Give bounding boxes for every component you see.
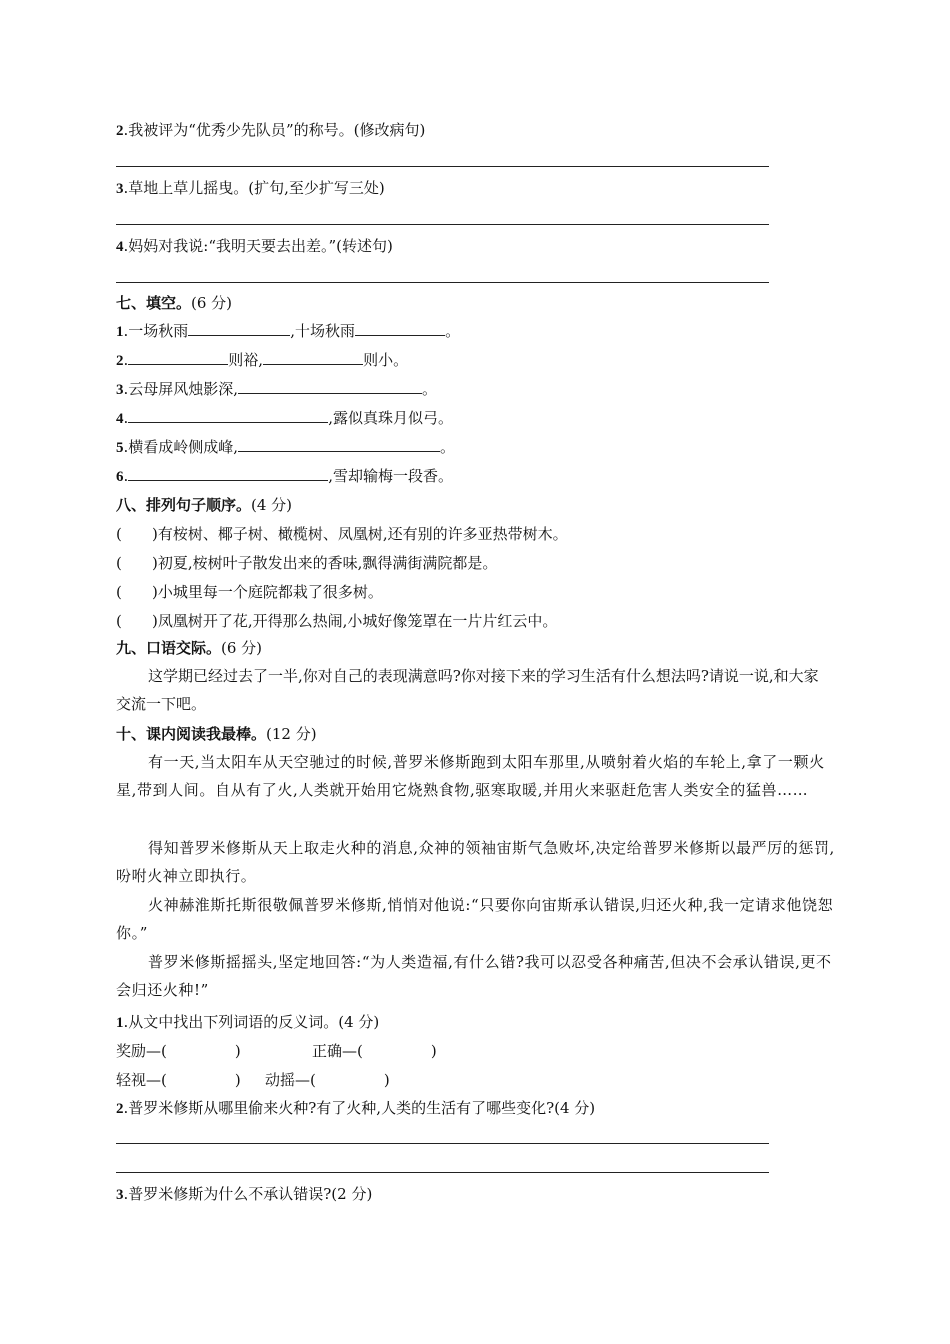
fill-blank[interactable] — [238, 437, 440, 452]
paren-close: ) — [152, 612, 158, 630]
fill-item-6 — [116, 466, 453, 487]
antonym-pair — [312, 1041, 437, 1061]
item-number: 1 — [116, 324, 124, 340]
fill-item-1 — [116, 321, 460, 342]
paren-open: ( — [116, 554, 122, 572]
antonym-word: 动摇—( — [265, 1071, 316, 1089]
paren-close: ) — [152, 583, 158, 601]
reading-paragraph: 火神赫淮斯托斯很敬佩普罗米修斯,悄悄对他说:“只要你向宙斯承认错误,归还火种,我一定请求他饶恕你。” — [116, 896, 834, 942]
order-box[interactable] — [116, 611, 152, 631]
antonym-word: 正确—( — [312, 1042, 363, 1060]
question-2-correction — [116, 120, 425, 141]
order-box[interactable] — [116, 582, 152, 602]
fill-item-5 — [116, 437, 455, 458]
order-item — [116, 553, 497, 573]
section-points: (4 分) — [251, 496, 293, 514]
section-points: (6 分) — [191, 294, 233, 312]
item-text: ,十场秋雨 — [290, 322, 356, 340]
item-number: 6 — [116, 469, 124, 485]
paren-close: ) — [430, 1042, 437, 1060]
order-box[interactable] — [116, 553, 152, 573]
fill-blank[interactable] — [188, 321, 290, 336]
answer-line[interactable] — [116, 224, 769, 225]
item-text: .横看成岭侧成峰, — [123, 438, 239, 456]
question-text: .普罗米修斯为什么不承认错误?(2 分) — [123, 1185, 373, 1203]
answer-line[interactable] — [116, 166, 769, 167]
paren-open: ( — [116, 612, 122, 630]
item-text: 。 — [440, 438, 456, 456]
section-points: (12 分) — [266, 725, 317, 743]
item-text: .一场秋雨 — [123, 322, 189, 340]
question-fire-source — [116, 1098, 595, 1119]
fill-item-3 — [116, 379, 437, 400]
fill-blank[interactable] — [128, 466, 328, 481]
antonym-word: 奖励—( — [116, 1042, 167, 1060]
answer-line[interactable] — [116, 1143, 769, 1144]
question-number: 4 — [116, 239, 124, 255]
question-why-not-admit — [116, 1184, 372, 1205]
question-antonyms — [116, 1012, 379, 1033]
fill-blank[interactable] — [128, 408, 328, 423]
item-text: . — [123, 409, 129, 427]
question-number: 3 — [116, 181, 124, 197]
fill-item-2 — [116, 350, 408, 371]
antonym-pair — [116, 1041, 241, 1061]
paren-open: ( — [116, 583, 122, 601]
fill-item-4 — [116, 408, 453, 429]
question-number: 3 — [116, 1187, 124, 1203]
paren-close: ) — [152, 554, 158, 572]
order-item — [116, 611, 557, 631]
order-box[interactable] — [116, 524, 152, 544]
question-text: .普罗米修斯从哪里偷来火种?有了火种,人类的生活有了哪些变化?(4 分) — [123, 1099, 596, 1117]
order-item — [116, 524, 568, 544]
paren-open: ( — [116, 525, 122, 543]
question-3-expand — [116, 178, 385, 199]
item-number: 2 — [116, 353, 124, 369]
order-item — [116, 582, 383, 602]
question-text: .草地上草儿摇曳。(扩句,至少扩写三处) — [123, 179, 385, 197]
antonym-pair — [116, 1070, 241, 1090]
item-number: 5 — [116, 440, 124, 456]
section-points: (6 分) — [221, 639, 263, 657]
fill-blank[interactable] — [355, 321, 445, 336]
section-title: 七、填空。 — [116, 294, 192, 312]
answer-line[interactable] — [116, 1172, 769, 1173]
paren-close: ) — [234, 1042, 241, 1060]
section-title: 十、课内阅读我最棒。 — [116, 725, 267, 743]
reading-paragraph: 有一天,当太阳车从天空驰过的时候,普罗米修斯跑到太阳车那里,从喷射着火焰的车轮上,拿了一颗火星,带到人间。自从有了火,人类就开始用它烧熟食物,驱寒取暖,并用火来驱赶危害人类安全的猛兽…… — [116, 753, 825, 799]
section-7-heading — [116, 293, 232, 313]
item-number: 4 — [116, 411, 124, 427]
fill-blank[interactable] — [238, 379, 422, 394]
item-text: 。 — [422, 380, 438, 398]
speaking-prompt: 这学期已经过去了一半,你对自己的表现满意吗?你对接下来的学习生活有什么想法吗?请说一说,和大家交流一下吧。 — [116, 667, 819, 713]
sentence-text: 小城里每一个庭院都栽了很多树。 — [157, 583, 383, 601]
section-8-heading — [116, 495, 292, 515]
item-text: ,露似真珠月似弓。 — [328, 409, 454, 427]
question-text: .从文中找出下列词语的反义词。(4 分) — [123, 1013, 380, 1031]
item-text: 。 — [445, 322, 461, 340]
item-text: . — [123, 351, 129, 369]
reading-paragraph: 得知普罗米修斯从天上取走火种的消息,众神的领袖宙斯气急败坏,决定给普罗米修斯以最严厉的惩罚,吩咐火神立即执行。 — [116, 839, 835, 885]
fill-blank[interactable] — [263, 350, 363, 365]
antonym-pair — [265, 1070, 390, 1090]
item-text: 则小。 — [363, 351, 409, 369]
paren-close: ) — [152, 525, 158, 543]
question-text: .妈妈对我说:“我明天要去出差。”(转述句) — [123, 237, 393, 255]
item-text: .云母屏风烛影深, — [123, 380, 239, 398]
item-number: 3 — [116, 382, 124, 398]
answer-line[interactable] — [116, 282, 769, 283]
section-9-heading — [116, 638, 262, 658]
item-text: 则裕, — [228, 351, 264, 369]
question-4-indirect — [116, 236, 393, 257]
section-title: 九、口语交际。 — [116, 639, 222, 657]
paren-close: ) — [383, 1071, 390, 1089]
question-number: 2 — [116, 123, 124, 139]
item-text: . — [123, 467, 129, 485]
reading-paragraph: 普罗米修斯摇摇头,坚定地回答:“为人类造福,有什么错?我可以忍受各种痛苦,但决不会承认错误,更不会归还火种!” — [116, 953, 832, 999]
sentence-text: 初夏,桉树叶子散发出来的香味,飘得满街满院都是。 — [157, 554, 498, 572]
paren-close: ) — [234, 1071, 241, 1089]
question-number: 2 — [116, 1101, 124, 1117]
question-text: .我被评为“优秀少先队员”的称号。(修改病句) — [123, 121, 426, 139]
sentence-text: 凤凰树开了花,开得那么热闹,小城好像笼罩在一片片红云中。 — [157, 612, 558, 630]
sentence-text: 有桉树、椰子树、橄榄树、凤凰树,还有别的许多亚热带树木。 — [157, 525, 568, 543]
question-number: 1 — [116, 1015, 124, 1031]
fill-blank[interactable] — [128, 350, 228, 365]
item-text: ,雪却输梅一段香。 — [328, 467, 454, 485]
section-title: 八、排列句子顺序。 — [116, 496, 252, 514]
section-10-heading — [116, 724, 317, 744]
antonym-word: 轻视—( — [116, 1071, 167, 1089]
